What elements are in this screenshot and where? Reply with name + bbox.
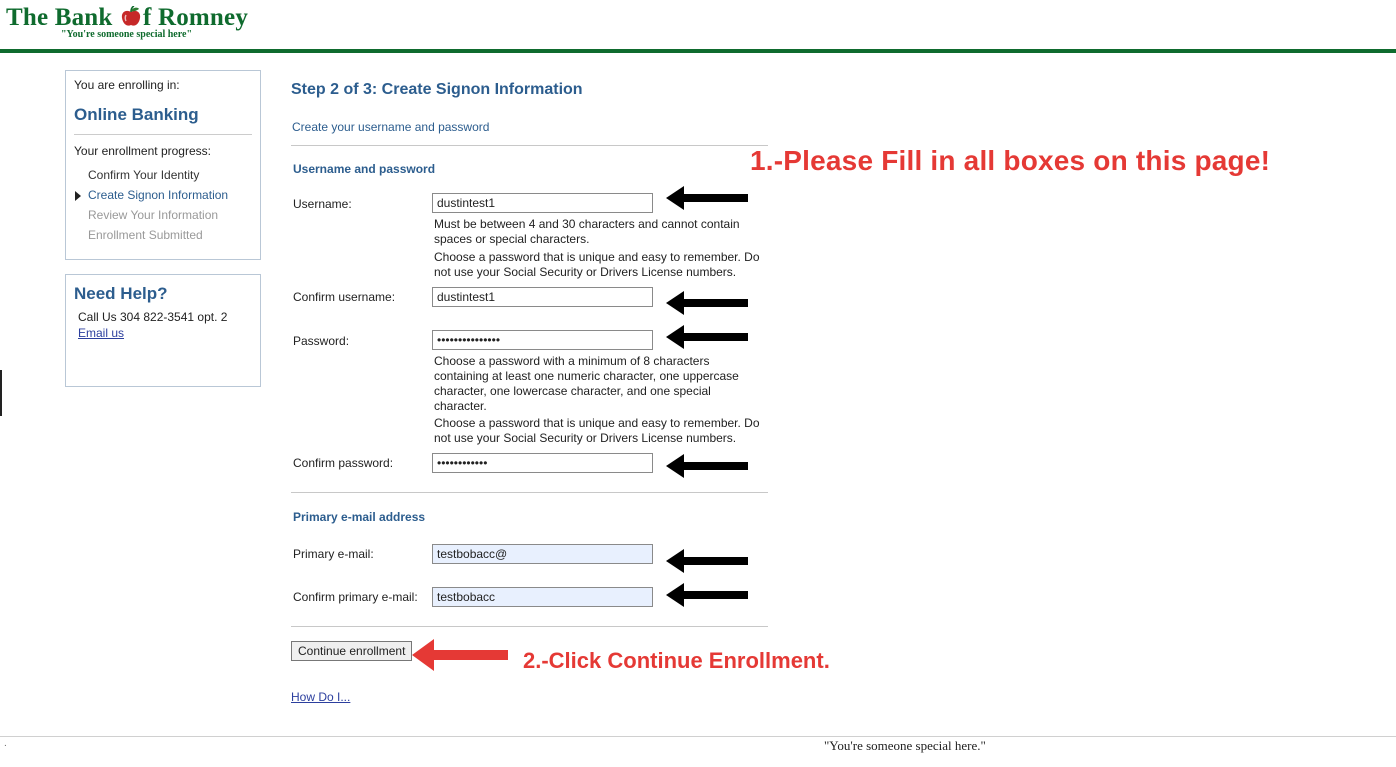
username-security-hint: Choose a password that is unique and easy to remember. Do not use your Social Security or Drivers License numbers. [434, 250, 760, 279]
left-arrow-icon [664, 322, 750, 352]
section-divider [291, 626, 768, 627]
credentials-section-heading: Username and password [293, 162, 436, 176]
page-edge-marker [0, 370, 2, 416]
password-rules-hint: Choose a password with a minimum of 8 characters containing at least one numeric character, one uppercase character, one lowercase character, and one special character. [434, 354, 739, 413]
progress-step-create-signon: Create Signon Information [88, 188, 229, 202]
email-us-link[interactable]: Email us [78, 326, 125, 340]
left-arrow-icon [664, 546, 750, 576]
enrolling-label: You are enrolling in: [74, 78, 180, 92]
red-left-arrow-icon [410, 636, 510, 674]
primary-email-label: Primary e-mail: [293, 547, 374, 561]
progress-step-confirm-identity: Confirm Your Identity [88, 168, 200, 182]
logo-wordmark [6, 4, 248, 32]
username-rules-hint: Must be between 4 and 30 characters and cannot contain spaces or special characters. [434, 217, 740, 246]
enrolling-product: Online Banking [74, 105, 199, 124]
left-arrow-icon [664, 183, 750, 213]
enrollment-divider [74, 134, 252, 135]
how-do-i-link[interactable]: How Do I... [291, 690, 351, 704]
footer-dot: . [4, 738, 7, 749]
progress-label: Your enrollment progress: [74, 144, 211, 158]
left-arrow-icon [664, 580, 750, 610]
instruction-click-continue: 2.-Click Continue Enrollment. [523, 648, 830, 673]
left-arrow-icon [664, 288, 750, 318]
logo-text-before: The Bank [6, 4, 113, 31]
username-input[interactable] [432, 193, 653, 213]
progress-step-review: Review Your Information [88, 208, 219, 222]
username-label: Username: [293, 197, 352, 211]
header-divider [0, 49, 1396, 53]
progress-step-submitted: Enrollment Submitted [88, 228, 203, 242]
confirm-username-input[interactable] [432, 287, 653, 307]
confirm-password-input[interactable] [432, 453, 653, 473]
section-divider [291, 145, 768, 146]
page-title: Step 2 of 3: Create Signon Information [291, 81, 583, 98]
section-divider [291, 492, 768, 493]
left-arrow-icon [664, 451, 750, 481]
page-subtitle: Create your username and password [292, 120, 490, 134]
password-input[interactable] [432, 330, 653, 350]
help-panel [65, 274, 261, 387]
primary-email-input[interactable] [432, 544, 653, 564]
current-step-arrow-icon [75, 191, 81, 201]
enrollment-panel [65, 70, 261, 260]
logo-tagline: "You're someone special here" [61, 29, 192, 40]
continue-enrollment-button[interactable]: Continue enrollment [291, 641, 412, 661]
password-security-hint: Choose a password that is unique and easy to remember. Do not use your Social Security or Drivers License numbers. [434, 416, 760, 445]
password-label: Password: [293, 334, 350, 348]
confirm-email-label: Confirm primary e-mail: [293, 590, 418, 604]
footer-divider [0, 736, 1396, 737]
help-title: Need Help? [74, 284, 168, 303]
confirm-email-input[interactable] [432, 587, 653, 607]
instruction-fill-boxes: 1.-Please Fill in all boxes on this page! [750, 145, 1271, 176]
confirm-username-label: Confirm username: [293, 290, 396, 304]
email-section-heading: Primary e-mail address [293, 510, 426, 524]
confirm-password-label: Confirm password: [293, 456, 394, 470]
logo-text-after: f Romney [142, 4, 249, 31]
footer-tagline: "You're someone special here." [824, 738, 986, 753]
help-phone: Call Us 304 822-3541 opt. 2 [78, 310, 228, 324]
apple-icon [120, 6, 142, 28]
bank-logo[interactable] [6, 4, 248, 40]
